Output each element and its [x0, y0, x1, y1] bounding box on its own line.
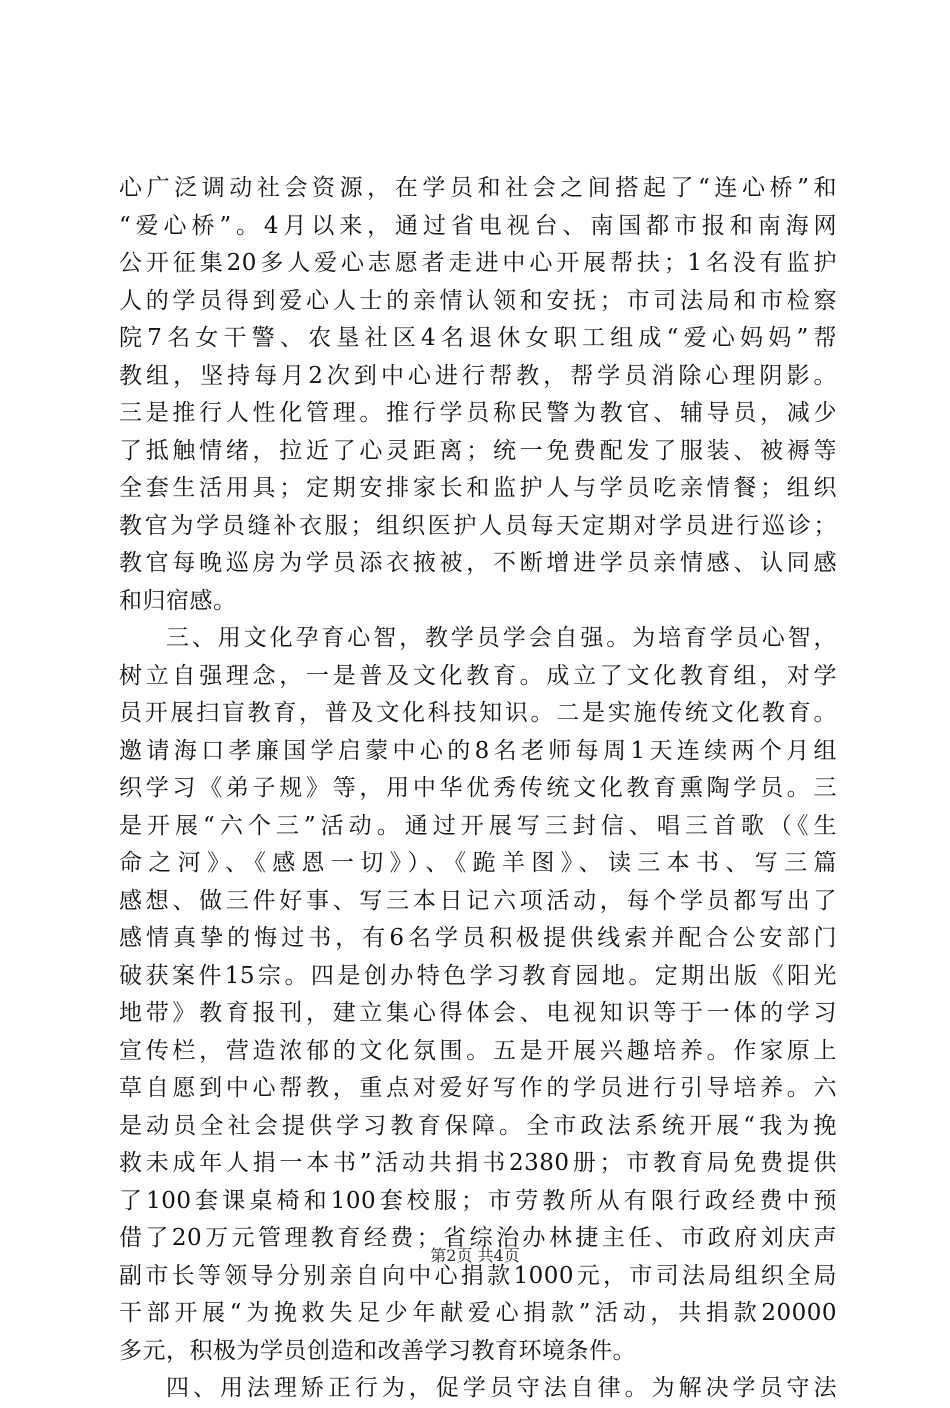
text-line: 借了20万元管理教育经费；省综治办林捷主任、市政府刘庆声 — [119, 1225, 837, 1251]
text-line: 干部开展“为挽救失足少年献爱心捐款”活动，共捐款20000 — [119, 1300, 837, 1326]
text-line: 了100套课桌椅和100套校服；市劳教所从有限行政经费中预 — [119, 1187, 837, 1214]
text-line: “爱心桥”。4月以来，通过省电视台、南国都市报和南海网 — [119, 212, 837, 239]
text-line: 心广泛调动社会资源，在学员和社会之间搭起了“连心桥”和 — [119, 175, 837, 201]
text-line: 三是推行人性化管理。推行学员称民警为教官、辅导员，减少 — [119, 400, 837, 426]
document-body — [119, 170, 837, 1408]
text-line: 全套生活用具；定期安排家长和监护人与学员吃亲情餐；组织 — [119, 475, 837, 501]
text-line: 多元，积极为学员创造和改善学习教育环境条件。 — [119, 1337, 636, 1364]
text-line: 和归宿感。 — [119, 587, 237, 614]
text-line: 是开展“六个三”活动。通过开展写三封信、唱三首歌（《生 — [119, 812, 837, 839]
text-line: 树立自强理念，一是普及文化教育。成立了文化教育组，对学 — [119, 662, 837, 689]
page-number: 第2页 共4页 — [430, 1246, 520, 1265]
text-line: 是动员全社会提供学习教育保障。全市政法系统开展“我为挽 — [119, 1112, 837, 1139]
text-line: 教官为学员缝补衣服；组织医护人员每天定期对学员进行巡诊； — [119, 512, 837, 539]
text-line: 副市长等领导分别亲自向中心捐款1000元，市司法局组织全局 — [119, 1262, 837, 1289]
text-line: 公开征集20多人爱心志愿者走进中心开展帮扶；1名没有监护 — [119, 250, 837, 276]
text-line: 教组，坚持每月2次到中心进行帮教，帮学员消除心理阴影。 — [119, 362, 837, 389]
text-line: 宣传栏，营造浓郁的文化氛围。五是开展兴趣培养。作家原上 — [119, 1037, 837, 1064]
text-line: 破获案件15宗。四是创办特色学习教育园地。定期出版《阳光 — [119, 962, 837, 989]
text-line: 院7名女干警、农垦社区4名退休女职工组成“爱心妈妈”帮 — [119, 325, 837, 351]
text-line: 员开展扫盲教育，普及文化科技知识。二是实施传统文化教育。 — [119, 700, 837, 726]
text-line: 了抵触情绪，拉近了心灵距离；统一免费配发了服装、被褥等 — [119, 437, 837, 464]
text-line: 教官每晚巡房为学员添衣掖被，不断增进学员亲情感、认同感 — [119, 550, 837, 576]
text-line: 草自愿到中心帮教，重点对爱好写作的学员进行引导培养。六 — [119, 1075, 837, 1101]
section-heading-line: 三、用文化孕育心智，教学员学会自强。为培育学员心智， — [166, 625, 837, 651]
text-line: 感情真挚的悔过书，有6名学员积极提供线索并配合公安部门 — [119, 925, 837, 951]
text-line: 地带》教育报刊，建立集心得体会、电视知识等于一体的学习 — [119, 1000, 837, 1026]
section-heading-line: 四、用法理矫正行为，促学员守法自律。为解决学员守法 — [166, 1375, 837, 1401]
text-line: 人的学员得到爱心人士的亲情认领和安抚；市司法局和市检察 — [119, 287, 837, 314]
text-line: 邀请海口孝廉国学启蒙中心的8名老师每周1天连续两个月组 — [119, 737, 837, 764]
text-line: 织学习《弟子规》等，用中华优秀传统文化教育熏陶学员。三 — [119, 775, 837, 801]
text-line: 救未成年人捐一本书”活动共捐书2380册；市教育局免费提供 — [119, 1150, 837, 1176]
text-line: 命之河》、《感恩一切》）、《跪羊图》、读三本书、写三篇 — [119, 850, 837, 876]
text-line: 感想、做三件好事、写三本日记六项活动，每个学员都写出了 — [119, 887, 837, 914]
